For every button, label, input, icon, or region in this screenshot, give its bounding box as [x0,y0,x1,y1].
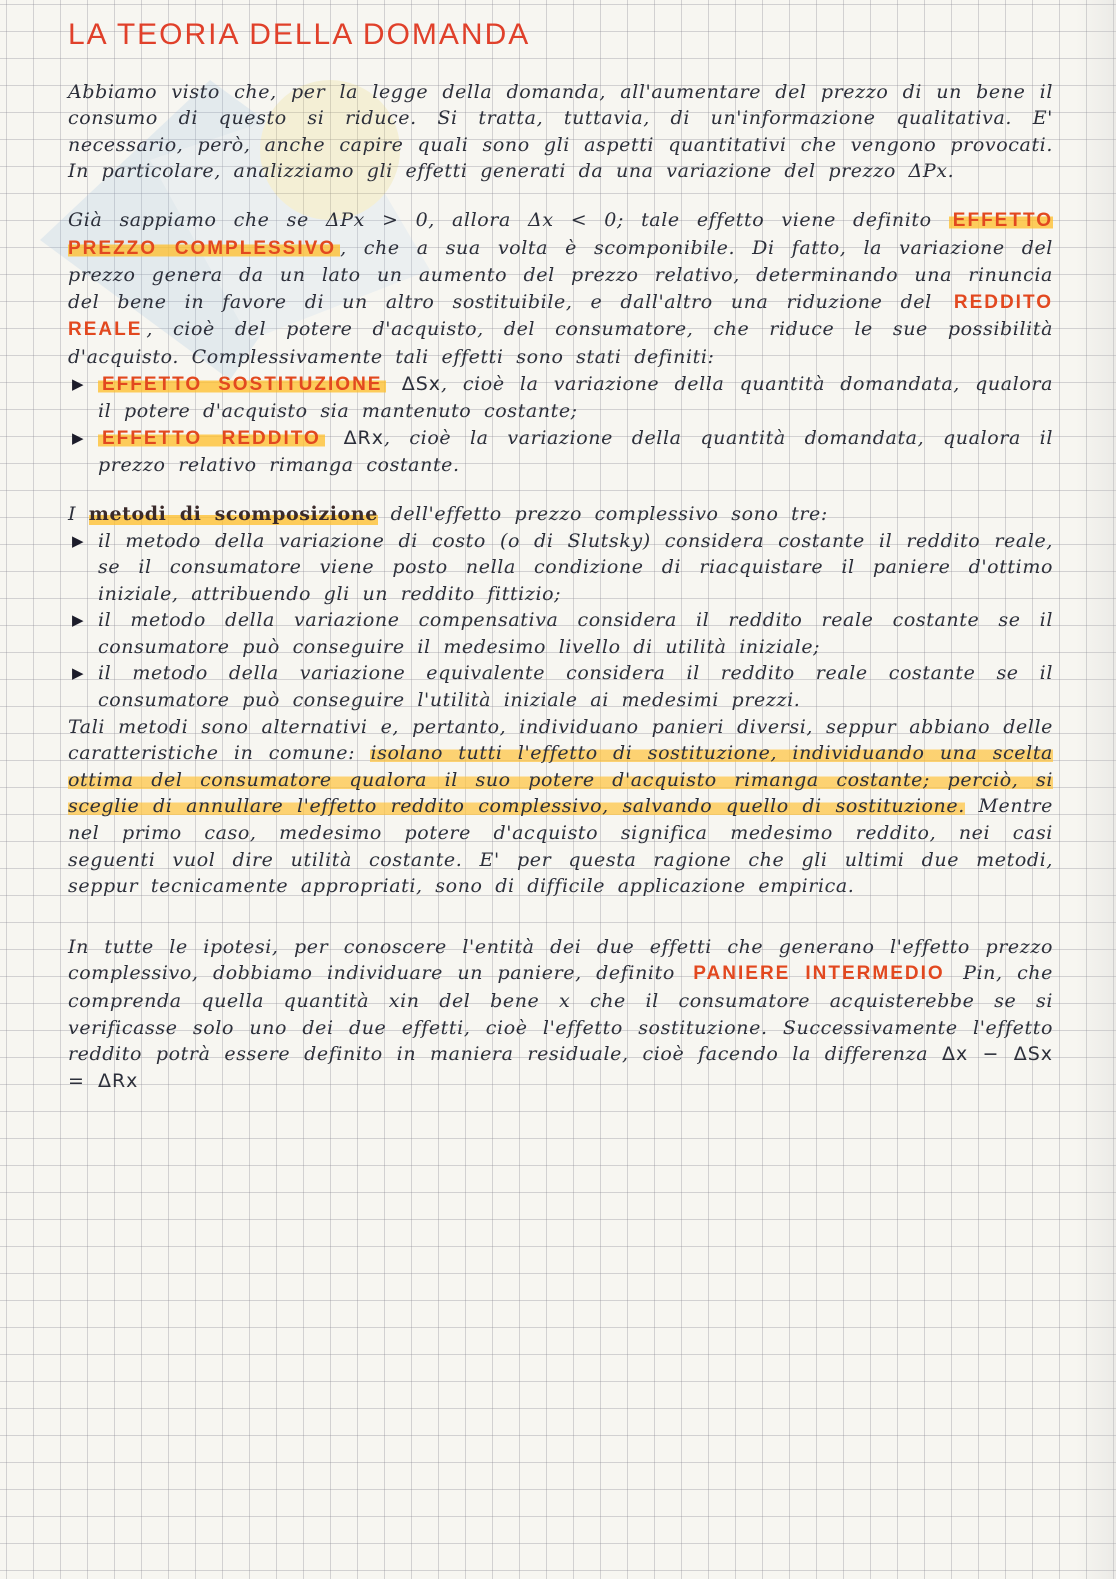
paragraph-text: Mentre nel primo caso, medesimo potere d'acquisto significa medesimo reddito, nei casi seguenti vuol dire utilità costante. E' per questa ragione che gli ultimi due metodi, seppur tecnicamente appropriati, sono di difficile applicazione empirica. [68,795,1053,898]
symbol-delta-s-x: ΔSx [401,372,442,395]
effects-list [68,371,1053,479]
term-paniere-intermedio: PANIERE INTERMEDIO [693,963,945,985]
page-edge-shadow [1076,0,1116,1579]
paragraph-text: Pin, che comprenda quella quantità xin del bene x che il consumatore acquisterebbe se si verificasse solo uno dei due effetti, cioè l'effetto sostituzione. Successivamente l'effetto reddito potrà essere definito in maniera residuale, cioè facendo la differenza [68,962,1053,1066]
methods-list [68,528,1053,714]
paragraph-intro: Abbiamo visto che, per la legge della domanda, all'aumentare del prezzo di un bene il consumo di questo si riduce. Si tratta, tuttavia, di un'informazione qualitativa. E' necessario, però, anche capire quali sono gli aspetti quantitativi che vengono provocati. In particolare, analizziamo gli effetti generati da una variazione del prezzo ΔPx. [68,80,1053,183]
paragraph-text: In tutte le ipotesi, per conoscere l'entità dei due effetti che generano l'effetto prezzo complessivo, dobbiamo individuare un paniere, definito [68,935,1053,985]
notes-content [68,18,1054,1116]
term-effetto-reddito: EFFETTO REDDITO [98,428,325,449]
symbol-delta-r-x: ΔRx [343,426,385,449]
paragraph-caratteristiche [68,714,1053,900]
paragraph-text: I [68,502,77,525]
paragraph-text: , cioè del potere d'acquisto, del consumatore, che riduce le sue possibilità d'acquisto. Complessivamente tali effetti sono stati definiti: [68,318,1053,368]
paragraph-text: Già sappiamo che se ΔPx > 0, allora Δx < 0; tale effetto viene definito [68,208,932,231]
formula-decomposizione: Δx − ΔSx = ΔRx [68,1043,1053,1092]
term-reddito-reale: REDDITO REALE [68,291,1054,341]
list-item-text: , cioè la variazione della quantità domandata, qualora il potere d'acquisto sia mantenuto costante; [98,372,1054,423]
paragraph-text: dell'effetto prezzo complessivo sono tre: [390,502,828,525]
list-item-metodo-slutsky [68,528,1053,608]
list-item-text: , cioè la variazione della quantità domandata, qualora il prezzo relativo rimanga costante. [98,426,1054,477]
term-metodi-di-scomposizione: metodi di scomposizione [88,502,378,525]
list-item-effetto-reddito [68,425,1053,479]
list-item-text: il metodo della variazione di costo (o di Slutsky) considera costante il reddito reale, se il consumatore viene posto nella condizione di riacquistare il paniere d'ottimo iniziale, attribuendo gli un reddito fittizio; [98,529,1053,605]
paragraph-paniere-intermedio [68,934,1053,1095]
term-effetto-sostituzione: EFFETTO SOSTITUZIONE [98,374,386,395]
bullet-triangle-icon: ▶ [72,611,85,630]
list-item-text: il metodo della variazione compensativa considera il reddito reale costante se il consumatore può conseguire il medesimo livello di utilità iniziale; [98,609,1053,658]
paragraph-text: , che a sua volta è scomponibile. Di fatto, la variazione del prezzo genera da un lato un aumento del prezzo relativo, determinando una rinuncia del bene in favore di un altro sostituibile, e dall'altro una riduzione del [68,236,1053,313]
paragraph-text: Tali metodi sono alternativi e, pertanto, individuano panieri diversi, seppur abbiano delle caratteristiche in comune: [68,715,1053,765]
paragraph-metodi [68,501,1053,528]
bullet-triangle-icon: ▶ [72,531,85,550]
list-item-metodo-compensativa [68,607,1053,660]
bullet-triangle-icon: ▶ [72,428,85,447]
term-effetto-prezzo-complessivo: EFFETTO PREZZO COMPLESSIVO [68,209,1054,259]
page-title: LA TEORIA DELLA DOMANDA [68,18,531,51]
list-item-text: il metodo della variazione equivalente considera il reddito reale costante se il consumatore può conseguire l'utilità iniziale ai medesimi prezzi. [98,662,1053,712]
highlighted-passage: isolano tutti l'effetto di sostituzione, individuando una scelta ottima del consumatore qualora il suo potere d'acquisto rimanga costante; perciò, si sceglie di annullare l'effetto reddito complessivo, salvando quello di sostituzione. [68,742,1053,818]
paragraph-effetto-prezzo [68,207,1053,371]
list-item-metodo-equivalente [68,660,1053,713]
bullet-triangle-icon: ▶ [72,374,85,393]
list-item-effetto-sostituzione [68,371,1053,425]
bullet-triangle-icon: ▶ [72,664,85,683]
